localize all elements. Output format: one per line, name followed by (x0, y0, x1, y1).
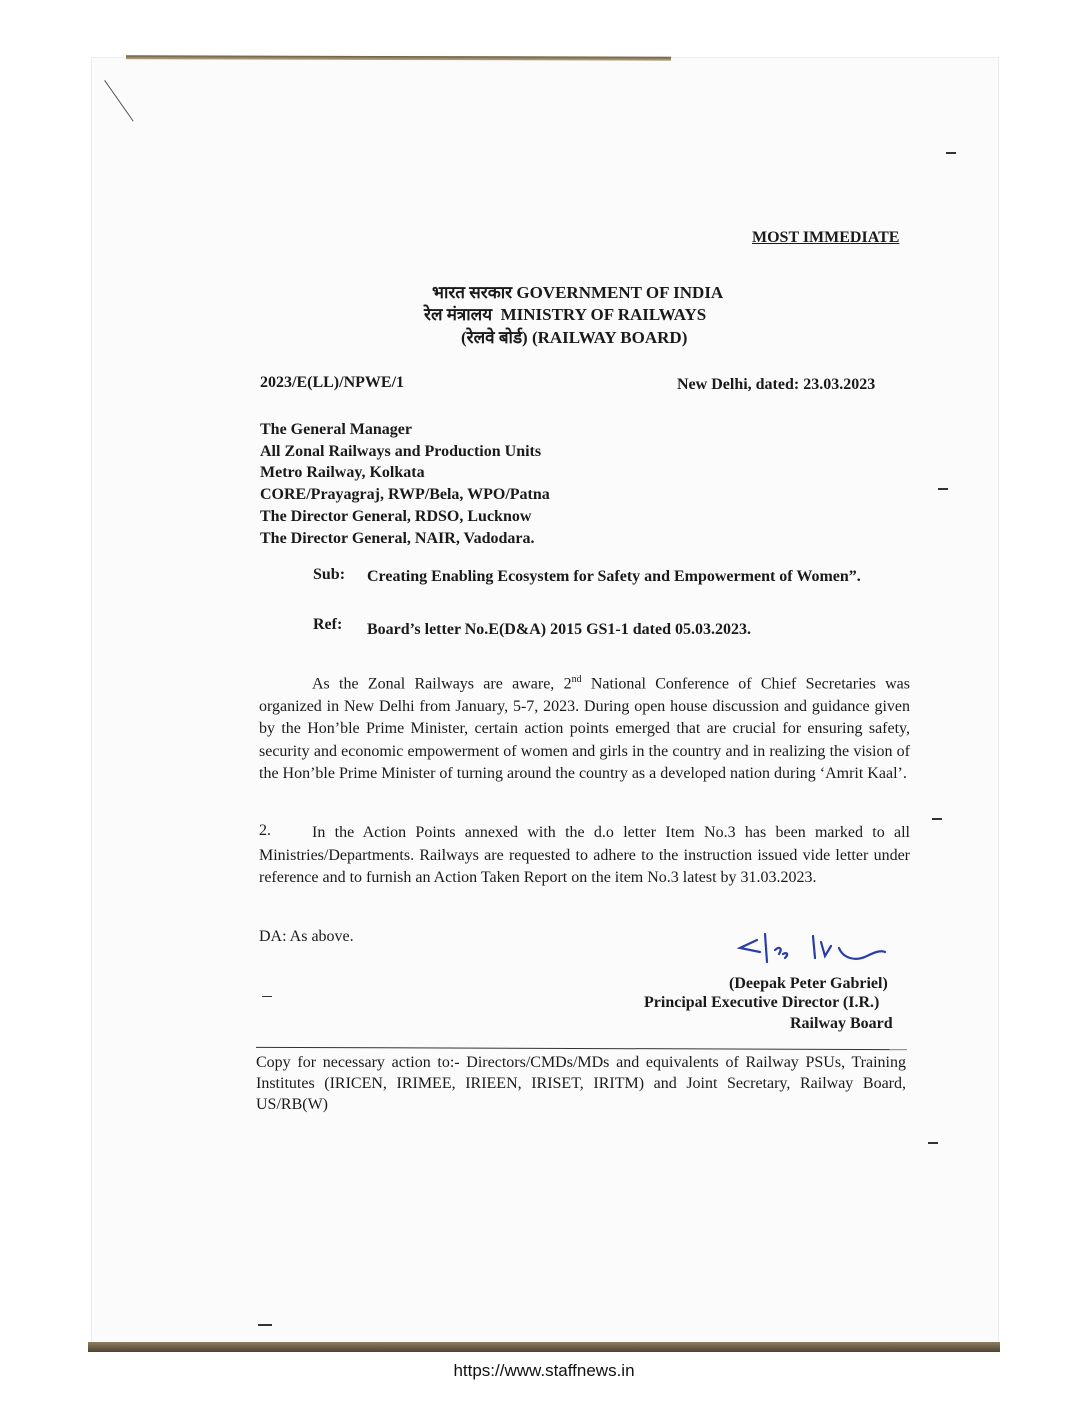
scan-speck (938, 488, 948, 490)
scan-speck (946, 152, 956, 154)
scan-speck (258, 1324, 272, 1326)
body-paragraph-1 (259, 669, 910, 786)
letterhead-hindi-1: भारत सरकार (432, 283, 513, 302)
letterhead-line-3 (461, 325, 687, 348)
letterhead-hindi-2: रेल मंत्रालय (424, 305, 493, 324)
letterhead-hindi-3: (रेलवे बोर्ड) (461, 328, 528, 347)
letterhead-en-3: (RAILWAY BOARD) (531, 328, 688, 347)
reference-label: Ref: (313, 616, 343, 633)
signatory-designation: Principal Executive Director (I.R.) (644, 994, 880, 1011)
addressee-line: The Director General, NAIR, Vadodara. (260, 530, 535, 547)
addressee-line: The General Manager (260, 421, 412, 438)
paragraph-2-number: 2. (259, 822, 271, 839)
addressee-line: CORE/Prayagraj, RWP/Bela, WPO/Patna (260, 486, 550, 503)
handwritten-signature (735, 928, 895, 976)
scan-speck (932, 818, 942, 820)
file-reference-number: 2023/E(LL)/NPWE/1 (260, 374, 405, 391)
priority-marking: MOST IMMEDIATE (752, 229, 900, 246)
letterhead-en-2: MINISTRY OF RAILWAYS (500, 305, 707, 324)
enclosure-note: DA: As above. (259, 928, 354, 945)
addressee-line: The Director General, RDSO, Lucknow (260, 508, 532, 525)
subject-text: Creating Enabling Ecosystem for Safety and Empowerment of Women”. (367, 568, 861, 585)
footer-url: https://www.staffnews.in (453, 1361, 635, 1380)
signatory-name: (Deepak Peter Gabriel) (729, 975, 888, 992)
reference-text: Board’s letter No.E(D&A) 2015 GS1-1 dated 05.03.2023. (367, 621, 751, 638)
letterhead-line-2 (424, 302, 706, 325)
copy-to-note: Copy for necessary action to:- Directors/CMDs/MDs and equivalents of Railway PSUs, Training Institutes (IRICEN, IRIMEE, IRIEEN, IRISET, IRITM) and Joint Secretary, Railway Board, US/RB(W) (256, 1054, 906, 1113)
scan-speck (262, 996, 272, 997)
addressee-line: All Zonal Railways and Production Units (260, 443, 542, 460)
letterhead-en-1: GOVERNMENT OF INDIA (516, 283, 724, 302)
letter-date: New Delhi, dated: 23.03.2023 (677, 376, 876, 393)
addressee-line: Metro Railway, Kolkata (260, 464, 425, 481)
ordinal-suffix: nd (571, 674, 582, 685)
paragraph-1-rest: National Conference of Chief Secretaries was organized in New Delhi from January, 5-7, 2023. During open house discussion and guidance given by the Hon’ble Prime Minister, certain action points emerged that are crucial for ensuring safety, security and economic empowerment of women and girls in the country and in realizing the vision of the Hon’ble Prime Minister of turning around the country as a developed nation during ‘Amrit Kaal’. (259, 675, 911, 783)
paragraph-1-start: As the Zonal Railways are aware, 2 (312, 675, 572, 693)
signatory-office: Railway Board (790, 1015, 893, 1032)
page-bottom-edge (88, 1342, 1000, 1352)
letterhead-line-1 (432, 280, 723, 303)
scan-speck (928, 1142, 938, 1144)
subject-label: Sub: (313, 566, 346, 583)
body-paragraph-2: In the Action Points annexed with the d.o letter Item No.3 has been marked to all Ministries/Departments. Railways are requested to adhere to the instruction issued vide letter under reference and to furnish an Action Taken Report on the item No.3 latest by 31.03.2023. (259, 824, 910, 886)
